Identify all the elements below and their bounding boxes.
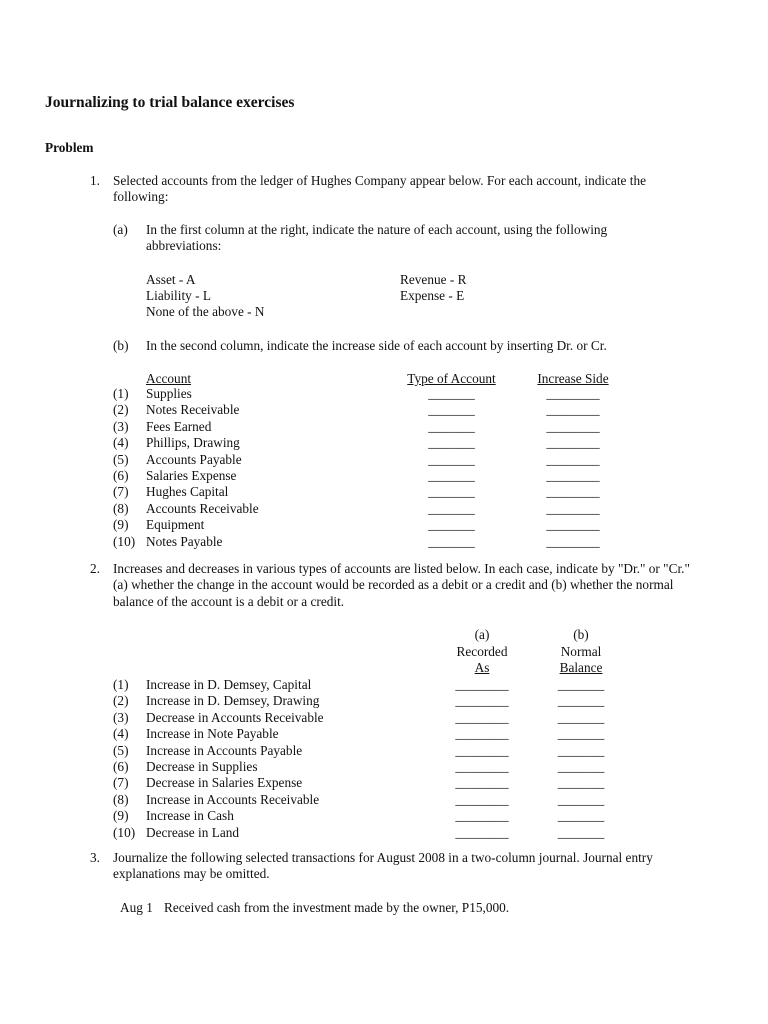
change-row-number: (5): [113, 742, 129, 758]
q2-number: 2.: [90, 561, 100, 576]
account-name: Accounts Payable: [146, 451, 242, 467]
increase-side-blank: ________: [546, 484, 600, 500]
account-row-number: (4): [113, 435, 129, 451]
abbr-none: None of the above - N: [146, 304, 265, 319]
change-row-number: (7): [113, 775, 129, 791]
q1b-line1: In the second column, indicate the increase side of each account by inserting Dr. or Cr.: [146, 338, 607, 353]
type-of-account-blank: _______: [428, 500, 475, 516]
account-row-number: (2): [113, 402, 129, 418]
q3-number: 3.: [90, 850, 100, 865]
account-row-number: (5): [113, 451, 129, 467]
recorded-as-blank: ________: [455, 775, 509, 791]
q1-text-line1: Selected accounts from the ledger of Hughes Company appear below. For each account, indicate the: [113, 173, 647, 188]
col-header-account: Account: [146, 371, 192, 386]
type-of-account-blank: _______: [428, 435, 475, 451]
recorded-as-blank: ________: [455, 742, 509, 758]
change-row-number: (3): [113, 709, 129, 725]
normal-balance-blank: _______: [557, 775, 605, 791]
account-name: Notes Receivable: [146, 402, 240, 418]
recorded-as-blank: ________: [455, 726, 509, 742]
recorded-as-blank: ________: [455, 693, 509, 709]
change-description: Decrease in Land: [146, 824, 240, 840]
type-of-account-blank: _______: [428, 533, 475, 549]
type-of-account-blank: _______: [428, 402, 475, 418]
recorded-as-blank: ________: [455, 791, 509, 807]
q2-col-a-recorded: Recorded: [456, 644, 508, 659]
col-header-type: Type of Account: [407, 371, 496, 386]
account-row-number: (6): [113, 468, 129, 483]
col-header-increase: Increase Side: [537, 371, 609, 386]
q2-line1: Increases and decreases in various types of accounts are listed below. In each case, indicate by "Dr." or "Cr.": [113, 561, 690, 576]
abbr-liability: Liability - L: [146, 288, 211, 303]
q1-text-line2: following:: [113, 189, 169, 204]
change-description: Increase in D. Demsey, Capital: [146, 677, 312, 692]
recorded-as-blank: ________: [455, 759, 509, 774]
normal-balance-blank: _______: [557, 791, 605, 807]
account-name: Fees Earned: [146, 418, 212, 434]
abbr-revenue: Revenue - R: [400, 272, 467, 287]
increase-side-blank: ________: [546, 386, 600, 401]
normal-balance-blank: _______: [557, 808, 605, 824]
change-description: Decrease in Salaries Expense: [146, 775, 303, 791]
increase-side-blank: ________: [546, 533, 600, 549]
account-name: Notes Payable: [146, 533, 223, 549]
account-row-number: (8): [113, 500, 129, 516]
increase-side-blank: ________: [546, 451, 600, 467]
q1-number: 1.: [90, 173, 100, 188]
q2-col-b-normal: Normal: [560, 644, 602, 659]
recorded-as-blank: ________: [455, 677, 509, 692]
increase-side-blank: ________: [546, 435, 600, 451]
normal-balance-blank: _______: [557, 824, 605, 840]
change-row-number: (2): [113, 693, 129, 709]
q1a-label: (a): [113, 222, 128, 237]
type-of-account-blank: _______: [428, 484, 475, 500]
account-name: Salaries Expense: [146, 468, 237, 483]
abbr-expense: Expense - E: [400, 288, 465, 303]
type-of-account-blank: _______: [428, 451, 475, 467]
normal-balance-blank: _______: [557, 742, 605, 758]
change-description: Decrease in Accounts Receivable: [146, 709, 324, 725]
normal-balance-blank: _______: [557, 677, 605, 692]
increase-side-blank: ________: [546, 500, 600, 516]
account-name: Supplies: [146, 386, 192, 401]
recorded-as-blank: ________: [455, 709, 509, 725]
change-description: Increase in Cash: [146, 808, 234, 824]
q3-date: Aug 1: [120, 900, 153, 915]
account-row-number: (10): [113, 533, 136, 549]
change-row-number: (6): [113, 759, 129, 774]
q1b-label: (b): [113, 338, 129, 353]
q3-transaction: Received cash from the investment made by the owner, P15,000.: [164, 900, 510, 915]
change-description: Increase in Accounts Receivable: [146, 791, 320, 807]
account-name: Hughes Capital: [146, 484, 229, 500]
q3-line2: explanations may be omitted.: [113, 866, 270, 881]
type-of-account-blank: _______: [428, 517, 475, 533]
abbr-asset: Asset - A: [146, 272, 196, 287]
change-row-number: (1): [113, 677, 129, 692]
q2-col-b-balance: Balance: [559, 660, 603, 675]
q2-line3: balance of the account is a debit or a credit.: [113, 594, 345, 609]
increase-side-blank: ________: [546, 517, 600, 533]
account-row-number: (9): [113, 517, 129, 533]
change-description: Decrease in Supplies: [146, 759, 258, 774]
page-title: Journalizing to trial balance exercises: [45, 94, 295, 111]
recorded-as-blank: ________: [455, 824, 509, 840]
q2-col-a-as: As: [474, 660, 490, 675]
account-row-number: (3): [113, 418, 129, 434]
account-name: Accounts Receivable: [146, 500, 259, 516]
normal-balance-blank: _______: [557, 709, 605, 725]
change-description: Increase in Accounts Payable: [146, 742, 303, 758]
problem-heading: Problem: [45, 140, 94, 155]
increase-side-blank: ________: [546, 468, 600, 483]
increase-side-blank: ________: [546, 402, 600, 418]
account-row-number: (1): [113, 386, 129, 401]
normal-balance-blank: _______: [557, 693, 605, 709]
type-of-account-blank: _______: [428, 468, 475, 483]
change-row-number: (8): [113, 791, 129, 807]
change-row-number: (4): [113, 726, 129, 742]
account-name: Phillips, Drawing: [146, 435, 240, 451]
q1a-line1: In the first column at the right, indicate the nature of each account, using the following: [146, 222, 608, 237]
q3-line1: Journalize the following selected transactions for August 2008 in a two-column journal. Journal entry: [113, 850, 653, 865]
q1a-line2: abbreviations:: [146, 238, 222, 253]
q2-line2: (a) whether the change in the account would be recorded as a debit or a credit and (b) whether the normal: [113, 577, 674, 592]
q2-col-a-label: (a): [474, 627, 490, 642]
change-row-number: (9): [113, 808, 129, 824]
change-row-number: (10): [113, 824, 136, 840]
normal-balance-blank: _______: [557, 726, 605, 742]
type-of-account-blank: _______: [428, 386, 475, 401]
increase-side-blank: ________: [546, 418, 600, 434]
type-of-account-blank: _______: [428, 418, 475, 434]
account-name: Equipment: [146, 517, 205, 533]
change-description: Increase in D. Demsey, Drawing: [146, 693, 320, 709]
recorded-as-blank: ________: [455, 808, 509, 824]
q2-col-b-label: (b): [573, 627, 589, 642]
change-description: Increase in Note Payable: [146, 726, 279, 742]
account-row-number: (7): [113, 484, 129, 500]
normal-balance-blank: _______: [557, 759, 605, 774]
